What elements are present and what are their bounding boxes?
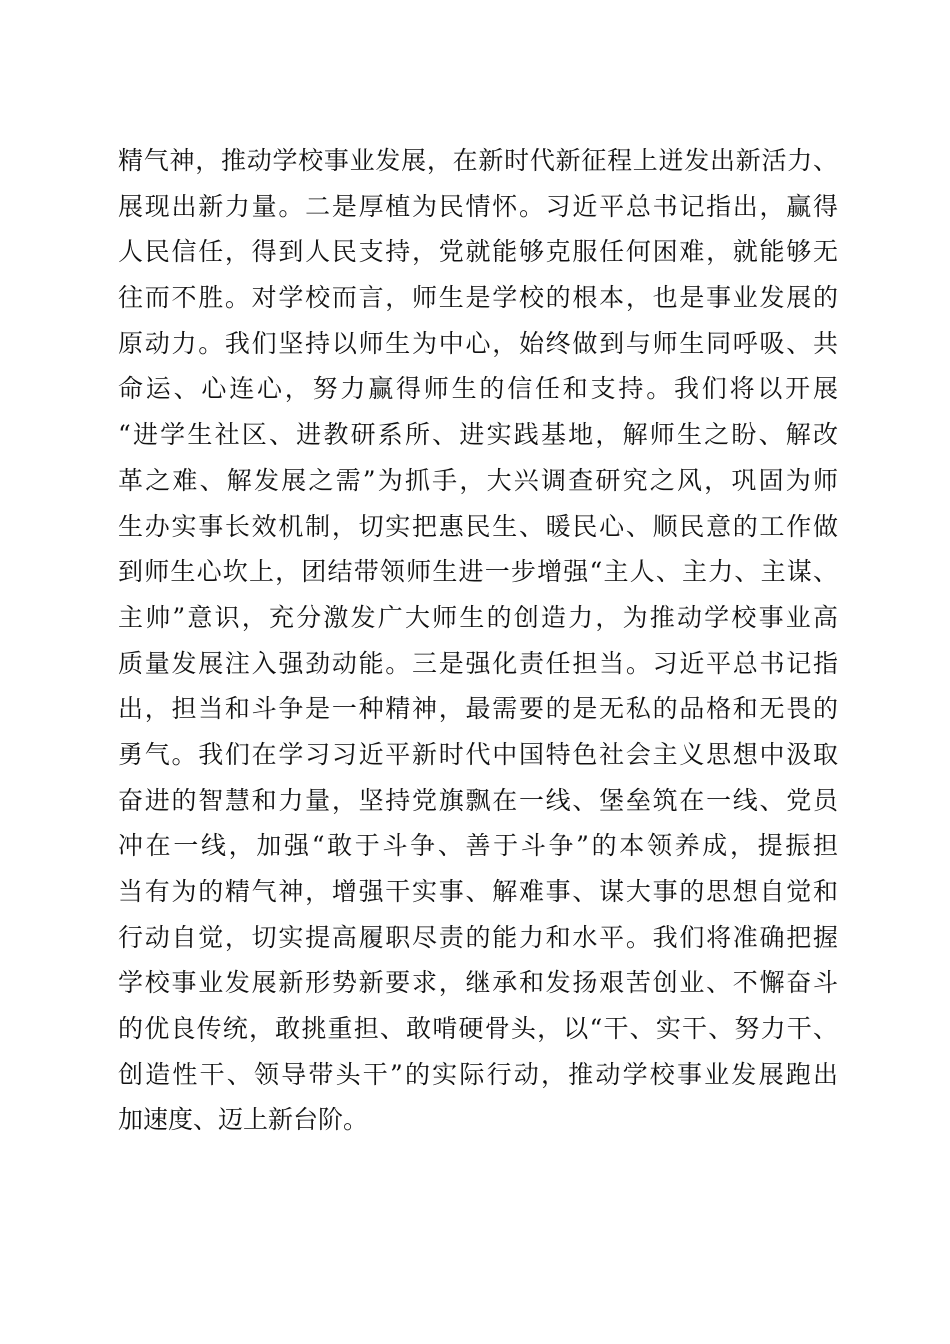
text-line: 到师生心坎上，团结带领师生进一步增强“主人、主力、主谋、	[118, 557, 838, 587]
text-line: 生办实事长效机制，切实把惠民生、暖民心、顺民意的工作做	[118, 511, 838, 541]
text-line-last: 加速度、迈上新台阶。	[118, 1105, 369, 1135]
text-line: 创造性干、领导带头干”的实际行动，推动学校事业发展跑出	[118, 1059, 838, 1089]
text-line: 精气神，推动学校事业发展，在新时代新征程上迸发出新活力、	[118, 146, 838, 175]
text-line: 革之难、解发展之需”为抓手，大兴调查研究之风，巩固为师	[118, 465, 838, 495]
text-line: 的优良传统，敢挑重担、敢啃硬骨头，以“干、实干、努力干、	[118, 1014, 838, 1044]
text-line: 当有为的精气神，增强干实事、解难事、谋大事的思想自觉和	[118, 877, 838, 906]
text-line: 勇气。我们在学习习近平新时代中国特色社会主义思想中汲取	[118, 739, 838, 769]
text-line: 人民信任，得到人民支持，党就能够克服任何困难，就能够无	[118, 237, 838, 267]
text-line: 质量发展注入强劲动能。三是强化责任担当。习近平总书记指	[118, 648, 838, 678]
text-line: 行动自觉，切实提高履职尽责的能力和水平。我们将准确把握	[118, 922, 838, 952]
text-line: 命运、心连心，努力赢得师生的信任和支持。我们将以开展	[118, 374, 838, 404]
text-line: 冲在一线，加强“敢于斗争、善于斗争”的本领养成，提振担	[118, 831, 838, 861]
text-line: 往而不胜。对学校而言，师生是学校的根本，也是事业发展的	[118, 283, 838, 313]
text-line: 展现出新力量。二是厚植为民情怀。习近平总书记指出，赢得	[118, 191, 838, 221]
text-line: “进学生社区、进教研系所、进实践基地，解师生之盼、解改	[118, 420, 838, 450]
text-line: 学校事业发展新形势新要求，继承和发扬艰苦创业、不懈奋斗	[118, 968, 838, 998]
body-paragraph	[118, 138, 838, 1143]
text-line: 出，担当和斗争是一种精神，最需要的是无私的品格和无畏的	[118, 694, 838, 724]
text-line: 原动力。我们坚持以师生为中心，始终做到与师生同呼吸、共	[118, 328, 838, 358]
text-line: 主帅”意识，充分激发广大师生的创造力，为推动学校事业高	[118, 602, 838, 632]
text-line: 奋进的智慧和力量，坚持党旗飘在一线、堡垒筑在一线、党员	[118, 785, 838, 815]
